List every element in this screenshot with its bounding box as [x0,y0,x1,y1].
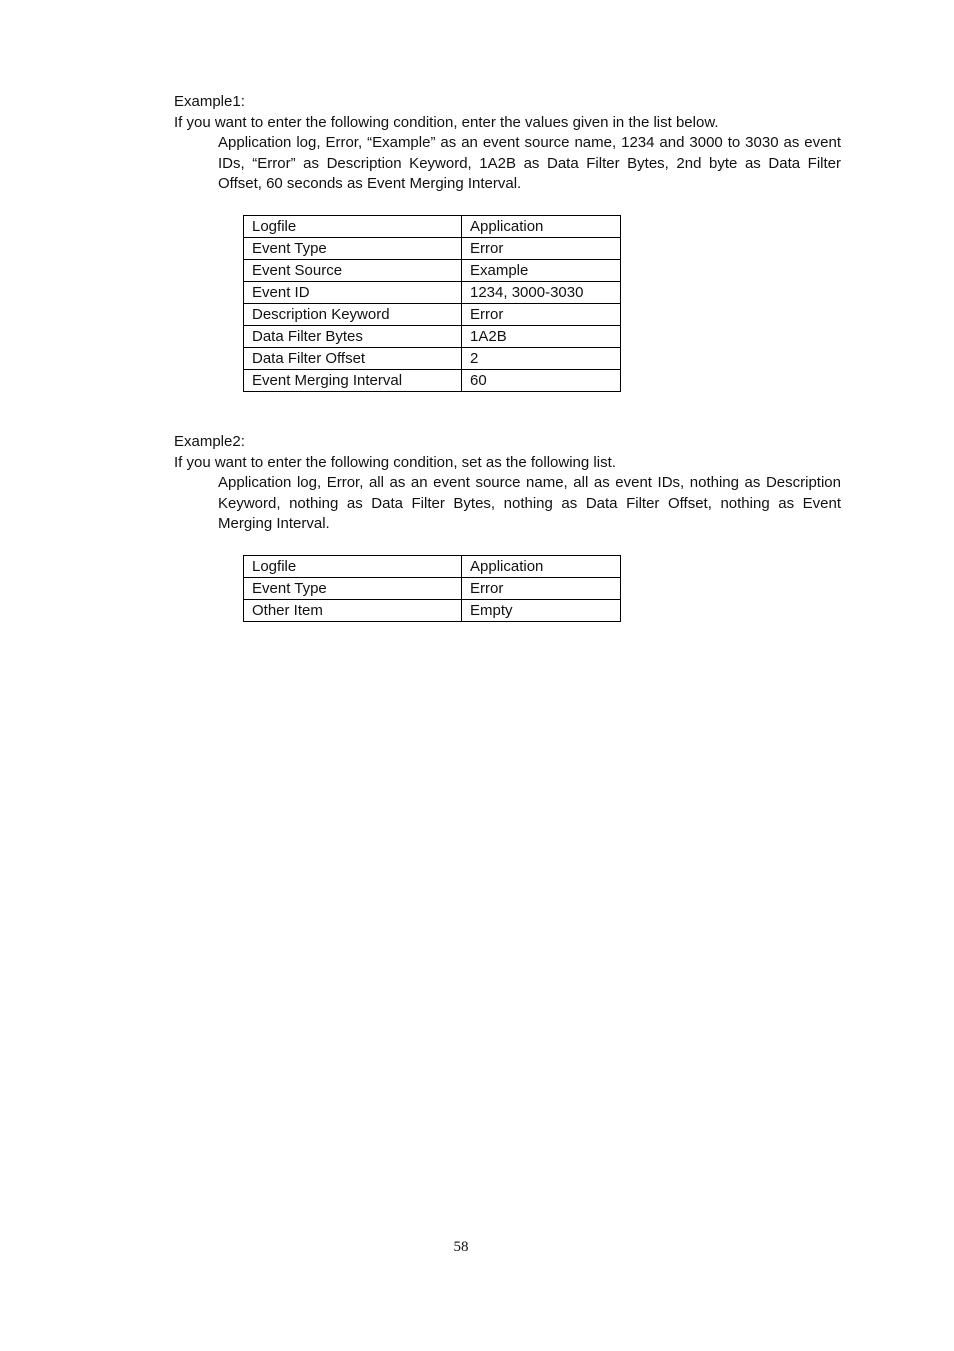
example1-detail: Application log, Error, “Example” as an event source name, 1234 and 3000 to 3030 as event IDs, “Error” as Description Keyword, 1A2B as Data Filter Bytes, 2nd byte as Data Filter Offset, 60 seconds as Event Merging Interval. [218,134,841,193]
condition-key: Logfile [244,216,462,238]
condition-value: 1234, 3000-3030 [462,282,621,304]
condition-key: Logfile [244,556,462,578]
condition-value: Error [462,578,621,600]
condition-key: Data Filter Bytes [244,326,462,348]
example2-condition-table [243,555,621,622]
example1-intro: If you want to enter the following condition, enter the values given in the list below. [174,114,719,131]
table-row [244,578,621,600]
table-row [244,556,621,578]
table-row [244,238,621,260]
condition-value: Empty [462,600,621,622]
condition-key: Event Merging Interval [244,370,462,392]
table-row [244,282,621,304]
condition-key: Event Source [244,260,462,282]
condition-value: Error [462,238,621,260]
table-row [244,600,621,622]
condition-key: Event Type [244,238,462,260]
condition-value: 1A2B [462,326,621,348]
condition-value: Example [462,260,621,282]
table-row [244,370,621,392]
table-row [244,216,621,238]
page-number: 58 [453,1239,469,1255]
example1-heading: Example1: [174,93,245,110]
condition-value: Application [462,556,621,578]
condition-value: Application [462,216,621,238]
condition-value: 2 [462,348,621,370]
example2-detail: Application log, Error, all as an event source name, all as event IDs, nothing as Description Keyword, nothing as Data Filter Bytes, nothing as Data Filter Offset, nothing as Event Merging Interval. [218,474,841,533]
table-row [244,304,621,326]
table-row [244,326,621,348]
example1-condition-table [243,215,621,392]
table-row [244,260,621,282]
example1-section [174,91,841,392]
condition-key: Event ID [244,282,462,304]
example2-intro: If you want to enter the following condition, set as the following list. [174,454,616,471]
condition-key: Description Keyword [244,304,462,326]
condition-key: Other Item [244,600,462,622]
example2-heading: Example2: [174,433,245,450]
condition-value: Error [462,304,621,326]
condition-value: 60 [462,370,621,392]
table-row [244,348,621,370]
condition-key: Event Type [244,578,462,600]
example2-section [174,431,841,622]
condition-key: Data Filter Offset [244,348,462,370]
